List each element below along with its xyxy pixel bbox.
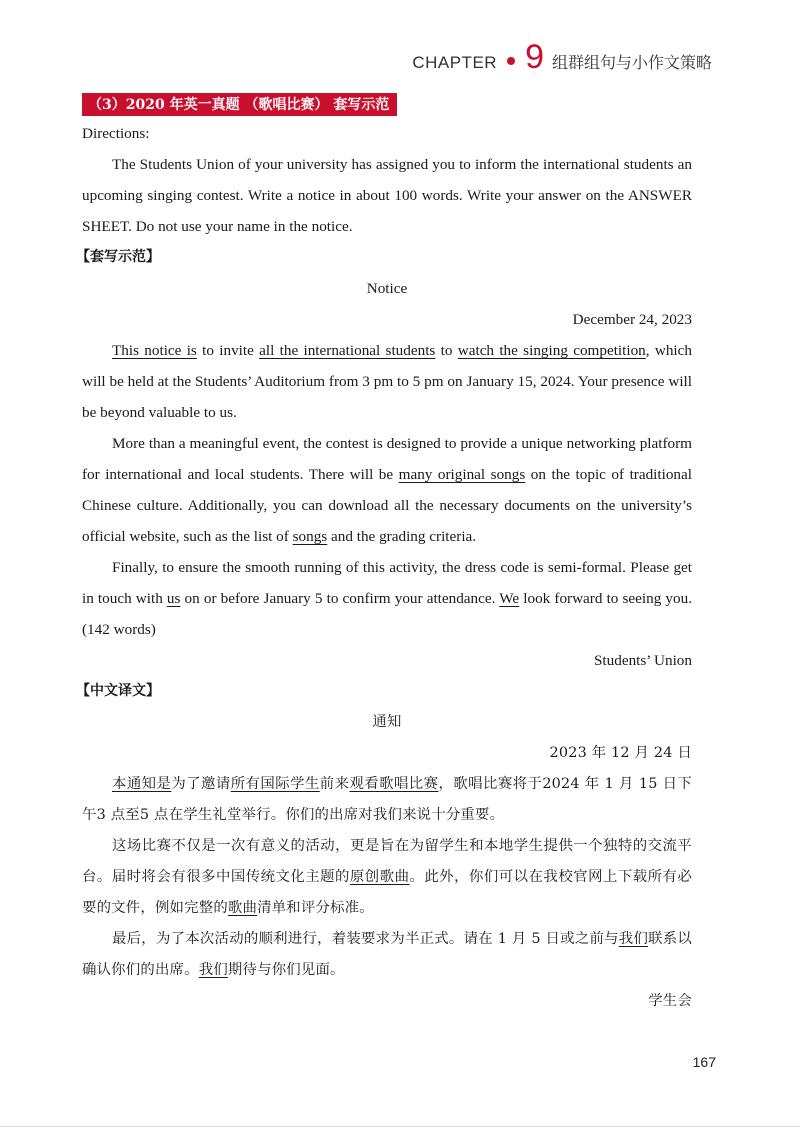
underlined-phrase: watch the singing competition	[457, 342, 646, 359]
translation-date: 2023 年 12 月 24 日	[549, 745, 692, 761]
directions-text: The Students Union of your university has assigned you to inform the international students an upcoming singing contest. Write a notice in about 100 words. Write your answer on the ANSWER SHEET. Do not use your name in the notice.	[82, 156, 692, 235]
chapter-word: CHAPTER	[412, 53, 498, 72]
underlined-phrase: 原创歌曲	[349, 869, 410, 885]
translation-signature: 学生会	[648, 993, 692, 1009]
translation-paragraph-2: 这场比赛不仅是一次有意义的活动，更是旨在为留学生和本地学生提供一个独特的交流平台。届时将会有很多中国传统文化主题的原创歌曲。此外，你们可以在我校官网上下载所有必要的文件，例如完整的歌曲清单和评分标准。	[82, 838, 692, 916]
page-number: 167	[692, 1054, 716, 1070]
notice-paragraph-3: Finally, to ensure the smooth running of this activity, the dress code is semi-formal. Please get in touch with us on or before January 5 to confirm your attendance. We look forward to seeing you. (142 words)	[82, 559, 693, 638]
translation-paragraph-1: 本通知是为了邀请所有国际学生前来观看歌唱比赛，歌唱比赛将于2024 年 1 月 15 日下午3 点至5 点在学生礼堂举行。你们的出席对我们来说十分重要。	[82, 776, 693, 823]
directions-label: Directions:	[82, 125, 150, 142]
underlined-phrase: us	[166, 590, 181, 607]
chapter-title: 组群组句与小作文策略	[551, 53, 712, 72]
underlined-phrase: 所有国际学生	[230, 776, 320, 792]
underlined-phrase: songs	[292, 528, 328, 545]
underlined-phrase: many original songs	[398, 466, 526, 483]
underlined-phrase: 观看歌唱比赛	[349, 776, 439, 792]
notice-paragraph-2: More than a meaningful event, the contest is designed to provide a unique networking platform for international and local students. There will be many original songs on the topic of traditional Chinese culture. Additionally, you can download all the necessary documents on the university’s official website, such as the list of songs and the grading criteria.	[82, 435, 692, 545]
section-label: （3）2020 年英一真题 （歌唱比赛） 套写示范	[82, 93, 397, 116]
chapter-dot	[507, 57, 515, 65]
notice-paragraph-1: This notice is to invite all the international students to watch the singing competition, which will be held at the Students’ Auditorium from 3 pm to 5 pm on January 15, 2024. Your presence will be beyond valuable to us.	[82, 342, 692, 421]
underlined-phrase: 我们	[198, 962, 228, 978]
translation-label: 【中文译文】	[76, 683, 160, 699]
underlined-phrase: all the international students	[259, 342, 436, 359]
chapter-number: 9	[525, 38, 544, 76]
translation-title: 通知	[372, 714, 402, 730]
page-content	[76, 118, 693, 1017]
underlined-phrase: 歌曲	[227, 900, 258, 916]
chapter-header	[412, 40, 712, 74]
sample-label: 【套写示范】	[76, 249, 160, 265]
underlined-phrase: We	[499, 590, 520, 607]
underlined-phrase: 我们	[618, 931, 649, 947]
bottom-rule	[0, 1126, 800, 1127]
underlined-phrase: This notice is	[112, 342, 197, 359]
notice-title: Notice	[366, 280, 408, 297]
notice-date: December 24, 2023	[572, 311, 692, 328]
underlined-phrase: 本通知是	[112, 776, 172, 792]
notice-signature: Students’ Union	[593, 652, 692, 669]
translation-paragraph-3: 最后，为了本次活动的顺利进行，着装要求为半正式。请在 1 月 5 日或之前与我们联系以确认你们的出席。我们期待与你们见面。	[82, 931, 692, 978]
